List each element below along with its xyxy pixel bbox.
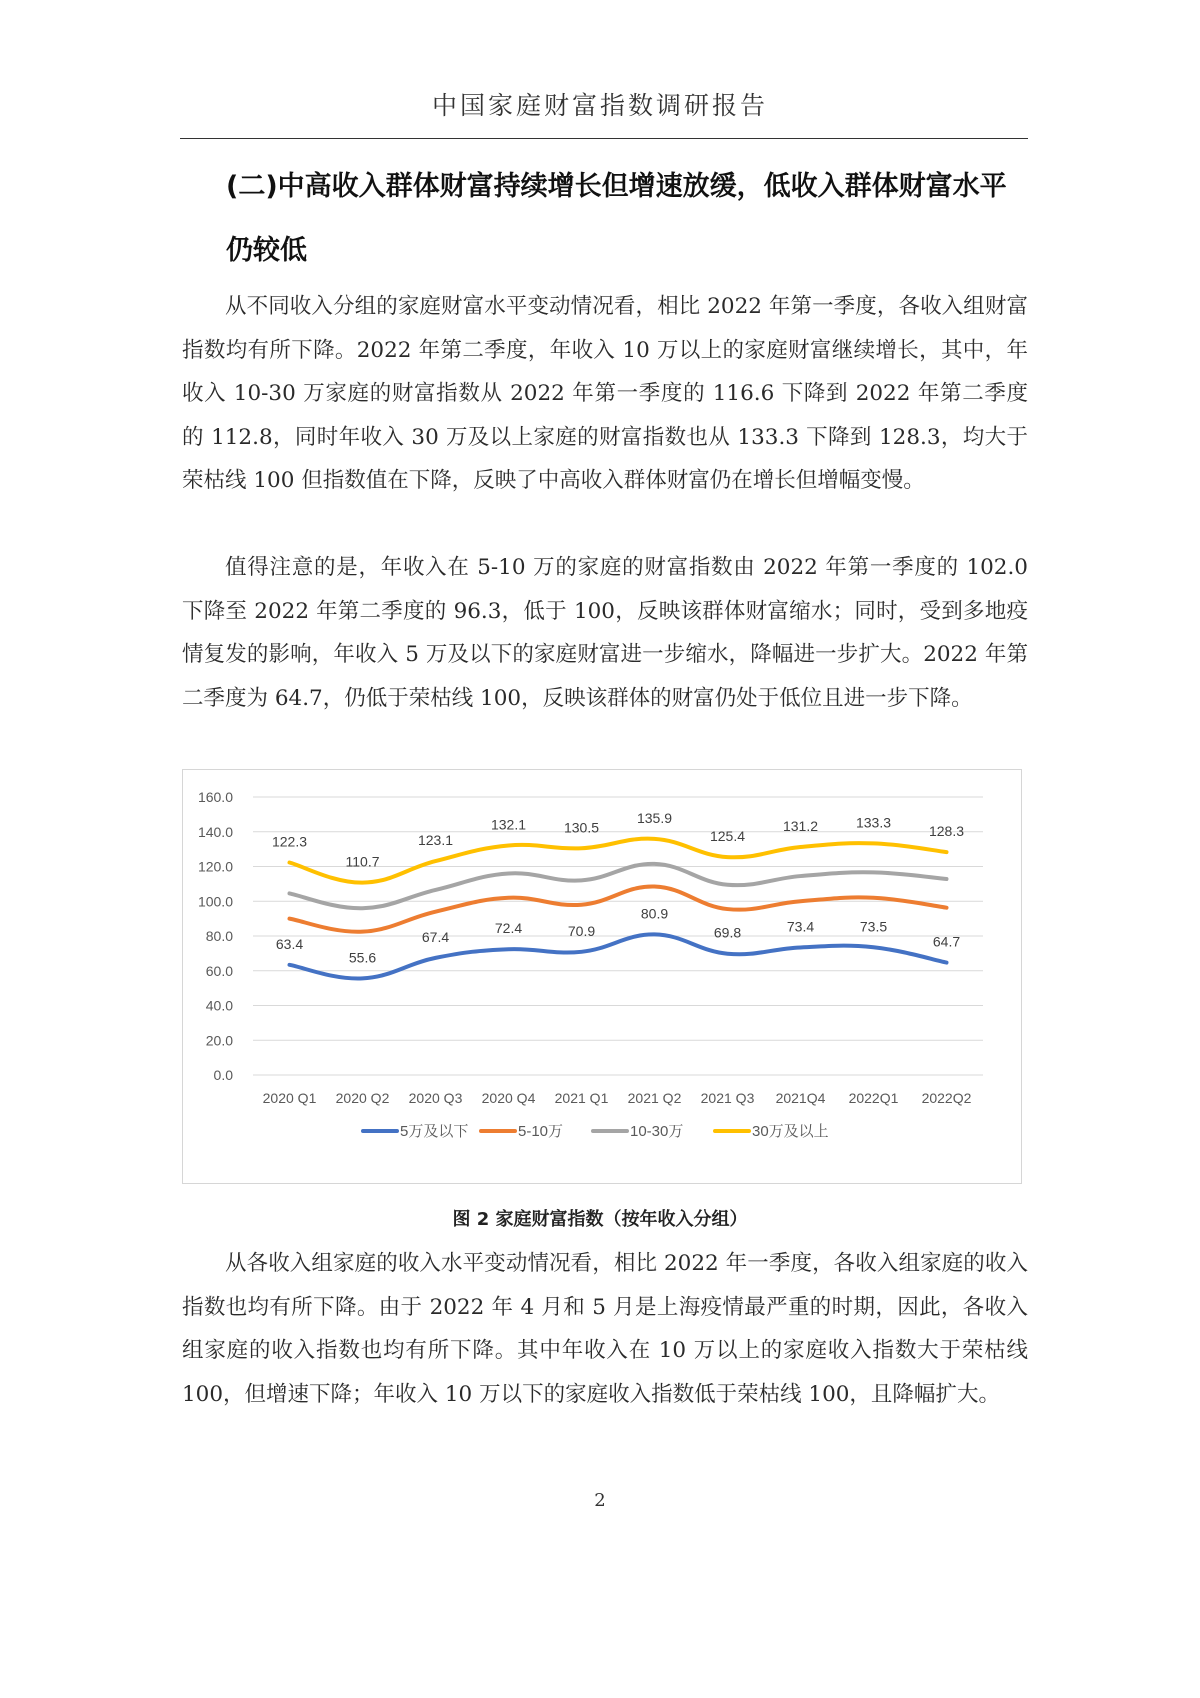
legend-label: 30万及以上 xyxy=(752,1123,829,1140)
header-rule xyxy=(180,138,1028,139)
data-label: 72.4 xyxy=(494,920,523,937)
y-tick-label: 140.0 xyxy=(197,823,233,840)
section-title: (二)中高收入群体财富持续增长但增速放缓，低收入群体财富水平仍较低 xyxy=(226,171,1007,266)
data-label: 69.8 xyxy=(713,924,742,941)
data-label: 133.3 xyxy=(855,814,892,831)
data-label: 80.9 xyxy=(640,905,669,922)
data-label: 110.7 xyxy=(345,853,380,870)
data-label: 73.4 xyxy=(786,918,815,935)
data-label: 132.1 xyxy=(490,816,527,833)
data-label: 131.2 xyxy=(782,818,819,835)
legend-label: 5万及以下 xyxy=(400,1123,469,1140)
x-tick-label: 2020 Q1 xyxy=(262,1090,317,1106)
x-tick-label: 2020 Q2 xyxy=(335,1090,390,1106)
data-label: 73.5 xyxy=(859,918,888,935)
x-tick-label: 2022Q1 xyxy=(848,1090,899,1106)
data-label: 63.4 xyxy=(275,935,304,952)
paragraph-3: 从各收入组家庭的收入水平变动情况看，相比 2022 年一季度，各收入组家庭的收入指数也均有所下降。由于 2022 年 4 月和 5 月是上海疫情最严重的时期，因此，各收入组家庭的收入指数也均有所下降。其中年收入在 10 万以上的家庭收入指数大于荣枯线 100，但增速下降；年收入 10 万以下的家庭收入指数低于荣枯线 100，且降幅扩大。 xyxy=(182,1251,1028,1407)
y-tick-label: 100.0 xyxy=(197,893,233,910)
data-label: 135.9 xyxy=(636,809,673,826)
data-label: 55.6 xyxy=(348,949,377,966)
series-line-1 xyxy=(290,934,947,978)
wealth-index-chart xyxy=(182,769,1022,1184)
data-label: 128.3 xyxy=(928,823,965,840)
y-tick-label: 120.0 xyxy=(197,858,233,875)
data-label: 70.9 xyxy=(567,922,596,939)
y-tick-label: 160.0 xyxy=(197,789,233,805)
y-tick-label: 60.0 xyxy=(205,962,233,979)
data-label: 123.1 xyxy=(417,832,454,849)
page-number: 2 xyxy=(594,1490,606,1511)
page-header: 中国家庭财富指数调研报告 xyxy=(431,91,768,120)
y-tick-label: 0.0 xyxy=(213,1067,233,1083)
x-tick-label: 2021Q4 xyxy=(775,1090,826,1106)
y-tick-label: 20.0 xyxy=(205,1032,233,1049)
y-tick-label: 40.0 xyxy=(205,997,233,1014)
data-label: 130.5 xyxy=(563,819,600,836)
x-tick-label: 2020 Q3 xyxy=(408,1090,463,1106)
data-label: 64.7 xyxy=(932,933,961,950)
series-line-4 xyxy=(290,839,947,883)
x-tick-label: 2021 Q2 xyxy=(627,1090,682,1106)
paragraph-2: 值得注意的是，年收入在 5-10 万的家庭的财富指数由 2022 年第一季度的 102.0 下降至 2022 年第二季度的 96.3，低于 100，反映该群体财富缩水；同时，受到多地疫情复发的影响，年收入 5 万及以下的家庭财富进一步缩水，降幅进一步扩大。2022 年第二季度为 64.7，仍低于荣枯线 100，反映该群体的财富仍处于低位且进一步下降。 xyxy=(182,555,1028,711)
data-label: 125.4 xyxy=(709,828,746,845)
chart-svg xyxy=(183,770,1021,1183)
paragraph-1: 从不同收入分组的家庭财富水平变动情况看，相比 2022 年第一季度，各收入组财富指数均有所下降。2022 年第二季度，年收入 10 万以上的家庭财富继续增长，其中，年收入 10-30 万家庭的财富指数从 2022 年第一季度的 116.6 下降到 2022 年第二季度的 112.8，同时年收入 30 万及以上家庭的财富指数也从 133.3 下降到 128.3，均大于荣枯线 100 但指数值在下降，反映了中高收入群体财富仍在增长但增幅变慢。 xyxy=(182,294,1028,493)
y-tick-label: 80.0 xyxy=(205,928,233,944)
x-tick-label: 2022Q2 xyxy=(921,1090,972,1106)
x-tick-label: 2020 Q4 xyxy=(481,1090,536,1106)
legend-label: 10-30万 xyxy=(630,1123,684,1140)
legend-label: 5-10万 xyxy=(518,1123,564,1140)
x-tick-label: 2021 Q3 xyxy=(700,1090,755,1106)
data-label: 122.3 xyxy=(271,833,308,850)
data-label: 67.4 xyxy=(421,928,450,945)
x-tick-label: 2021 Q1 xyxy=(554,1090,609,1106)
figure-caption: 图 2 家庭财富指数（按年收入分组） xyxy=(452,1209,748,1230)
series-line-2 xyxy=(290,886,947,931)
